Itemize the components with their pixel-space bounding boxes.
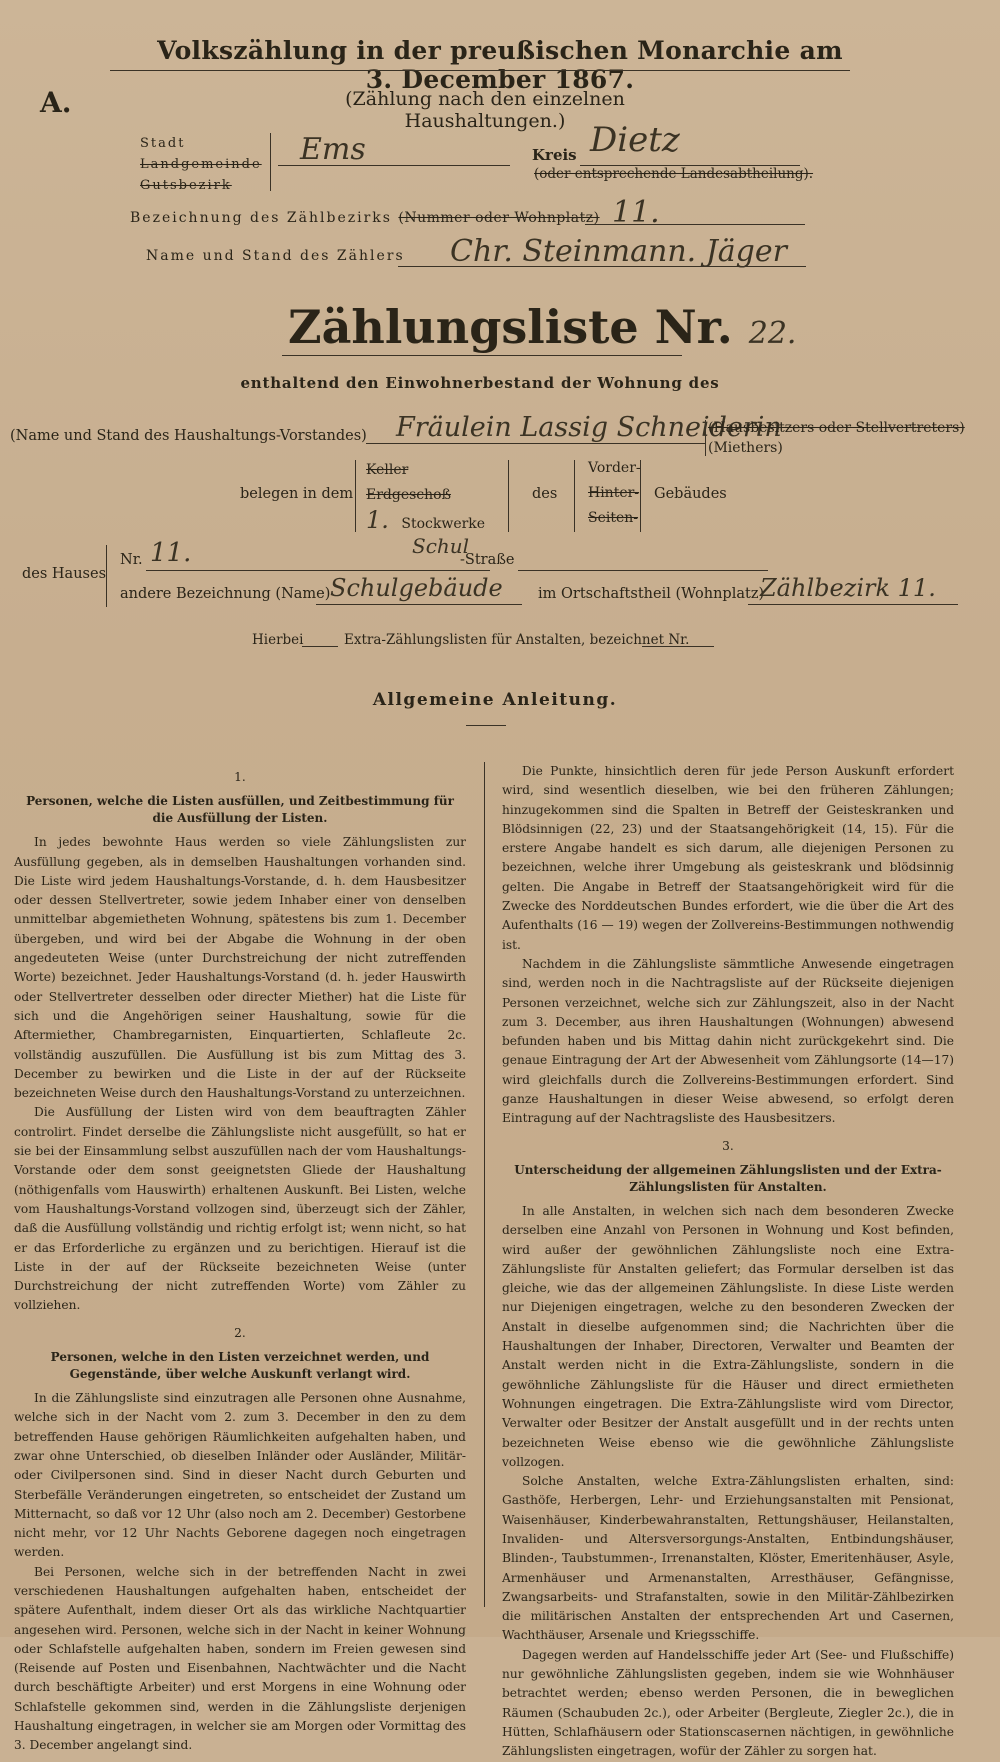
erdgeschoss-label: Erdgeschoß	[366, 487, 451, 503]
district-line	[585, 224, 805, 225]
section-1-title: Personen, welche die Listen ausfüllen, und Zeitbestimmung für die Ausfüllung der Listen.	[26, 794, 454, 826]
counter-value: Chr. Steinmann. Jäger	[450, 234, 787, 269]
instructions-rule	[466, 725, 506, 726]
floor-brace-left	[355, 460, 357, 532]
house-brace	[106, 545, 108, 607]
gutsbezirk-label: Gutsbezirk	[140, 178, 232, 193]
side-brace-left	[574, 460, 576, 532]
side-options	[588, 456, 641, 531]
vorder-label: Vorder-	[588, 460, 641, 476]
list-number: 22.	[748, 316, 797, 351]
kreis-value: Dietz	[590, 120, 680, 160]
stock-label: Stockwerke	[401, 516, 486, 532]
section-3-para-1: In alle Anstalten, in welchen sich nach dem besonderen Zwecke derselben eine Anzahl von Personen in Wohnung und Kost befinden, wird außer der gewöhnlichen Zählungsliste noch eine Extra-Zählungsliste für Anstalten geliefert; das Formular derselben ist das gleiche, wie das der allgemeinen Zählungsliste. In diese Liste werden nur Diejenigen eingetragen, welche zu den besonderen Zwecken der Anstalt in dieselbe aufgenommen sind; die Nachrichten über die Haushaltungen der Inhaber, Directoren, Verwalter und Beamten der Anstalt werden nicht in die Extra-Zählungsliste, sondern in die gewöhnliche Zählungsliste für die Häuser und direct ermietheten Wohnungen eingetragen. Die Extra-Zählungsliste wird vom Director, Verwalter oder Besitzer der Anstalt ausgefüllt und in der rechts unten bezeichneten Weise ebenso wie die gewöhnliche Zählungsliste vollzogen.	[502, 1203, 954, 1469]
household-value: Fräulein Lassig Schneiderin	[396, 412, 782, 443]
role-brace	[705, 420, 707, 456]
side-brace-right	[640, 460, 642, 532]
nr-label: Nr.	[120, 552, 143, 568]
district-row	[130, 210, 600, 226]
hinter-label: Hinter-	[588, 485, 640, 501]
title-underline	[110, 70, 850, 71]
hierbei-label: Hierbei	[252, 632, 304, 648]
counter-label: Name und Stand des Zählers	[146, 248, 405, 264]
extra-line	[642, 646, 714, 647]
floor-brace-right	[508, 460, 510, 532]
list-title: Zählungsliste Nr.	[288, 300, 733, 354]
des-label: des	[532, 486, 558, 502]
gebaeude-label: Gebäudes	[654, 486, 727, 502]
section-1-number: 1.	[234, 770, 246, 784]
section-2-title: Personen, welche in den Listen verzeichnet werden, und Gegenstände, über welche Auskunft verlangt wird.	[50, 1350, 430, 1382]
instructions-title: Allgemeine Anleitung.	[372, 690, 618, 710]
house-label: des Hauses	[22, 566, 107, 582]
street-line	[518, 570, 768, 571]
list-title-underline	[282, 355, 682, 356]
other-line	[316, 604, 522, 605]
stadt-label: Stadt	[140, 136, 186, 151]
counter-line	[398, 266, 806, 267]
belegen-label: belegen in dem	[240, 486, 354, 502]
district-label: Bezeichnung des Zählbezirks	[130, 210, 392, 226]
role-owner-strike: (Hausbesitzers oder Stellvertreters)	[708, 420, 965, 436]
form-subtitle: (Zählung nach den einzelnen Haushaltungen.)	[345, 88, 625, 132]
form-title: Volkszählung in der preußischen Monarchie am 3. December 1867.	[157, 36, 843, 94]
seiten-label: Seiten-	[588, 510, 639, 526]
hierbei-line	[302, 646, 338, 647]
landgemeinde-label: Landgemeinde	[140, 157, 262, 172]
district-label-strike: (Nummer oder Wohnplatz)	[398, 210, 600, 226]
form-letter: A.	[40, 86, 72, 119]
stock-row	[366, 508, 485, 537]
section-2-number: 2.	[234, 1325, 246, 1340]
brace	[264, 133, 271, 191]
section-1-para-1: In jedes bewohnte Haus werden so viele Zählungslisten zur Ausfüllung gegeben, als in demselben Haushaltungen vorhanden sind. Die Liste wird jedem Haushaltungs-Vorstande, d. h. dem Hausbesitzer oder dessen Stellvertreter, sowie jedem Inhaber einer von denselben unmittelbar abgemietheten Wohnung, spätestens bis zum 1. December übergeben, und wird bei der Abgabe die Wohnung in der oben angedeuteten Weise (unter Durchstreichung der nicht zutreffenden Worte) bezeichnet. Jeder Haushaltungs-Vorstand (d. h. jeder Hauswirth oder Stellvertreter desselben oder directer Miether) hat die Liste für sich und die Angehörigen seiner Haushaltung, sowie für die Aftermiether, Chambregarnisten, Einquartierten, Schlafleute 2c. vollständig auszufüllen. Die Ausfüllung ist bis zum Mittag des 3. December zu bewirken und die Liste in der auf der Rückseite bezeichneten Weise durch den Haushaltungs-Vorstand zu unterzeichnen.	[14, 835, 466, 1101]
section-3-para-2: Solche Anstalten, welche Extra-Zählungslisten erhalten, sind: Gasthöfe, Herbergen, Lehr- und Erziehungsanstalten mit Pensionat, Waisenhäuser, Kinderbewahranstalten, Rettungshäuser, Heilanstalten, Invaliden- und Altersversorgungs-Anstalten, Entbindungshäuser, Blinden-, Taubstummen-, Irrenanstalten, Klöster, Emeritenhäuser, Asyle, Armenhäuser und Armenanstalten, Arresthäuser, Gefängnisse, Zwangsarbeits- und Strafanstalten, sowie in den Militär-Zählbezirken die militärischen Anstalten der entsprechenden Art und Casernen, Wachthäuser, Arsenale und Kriegsschiffe.	[502, 1474, 954, 1643]
left-column	[14, 760, 466, 1756]
section-2-para-2: Bei Personen, welche sich in der betreffenden Nacht in zwei verschiedenen Haushaltungen aufgehalten haben, entscheidet der spätere Aufenthalt, indem dieser Ort als das wirkliche Nachtquartier angesehen wird. Personen, welche sich in der Nacht in keiner Wohnung oder Schlafstelle aufgehalten haben, sondern im Freien gewesen sind (Reisende auf Posten und Eisenbahnen, Nachtwächter und die Nacht durch beschäftigte Arbeiter) und erst Morgens in eine Wohnung oder Schlafstelle gekommen sind, werden in die Zählungsliste derjenigen Haushaltung eingetragen, in welcher sie am Morgen oder Vormittag des 3. December angelangt sind.	[14, 1564, 466, 1753]
municipality-type	[140, 133, 262, 196]
section-3-number: 3.	[722, 1138, 734, 1153]
street-value: Schul	[412, 534, 470, 558]
kreis-label: Kreis	[532, 146, 577, 164]
ortsteil-value: Zählbezirk 11.	[760, 574, 936, 602]
district-value: 11.	[612, 195, 660, 230]
section-3-title: Unterscheidung der allgemeinen Zählungslisten und der Extra-Zählungslisten für Anstalten.	[514, 1162, 942, 1194]
nr-line	[146, 570, 490, 571]
list-title-row	[288, 300, 796, 354]
ortsteil-label: im Ortschaftstheil (Wohnplatz)	[538, 586, 765, 602]
household-line	[366, 443, 706, 444]
other-label: andere Bezeichnung (Name)	[120, 586, 331, 602]
right-para-1: Die Punkte, hinsichtlich deren für jede Person Auskunft erfordert wird, sind wesentlich dieselben, wie bei den früheren Zählungen; hinzugekommen sind die Spalten in Betreff der Geisteskranken und Blödsinnigen (22, 23) und der Staatsangehörigkeit (14, 15). Für die erstere Angabe handelt es sich darum, alle diejenigen Personen zu bezeichnen, welche ihrer Umgebung als geisteskrank und blödsinnig gelten. Die Angabe in Betreff der Staatsangehörigkeit wird für die Zwecke des Norddeutschen Bundes erfordert, wie die über die Art des Aufenthalts (16 — 19) wegen der Zollvereins-Bestimmungen nothwendig ist.	[502, 764, 954, 952]
household-label: (Name und Stand des Haushaltungs-Vorstandes)	[10, 428, 367, 444]
ortsteil-line	[748, 604, 958, 605]
household-role	[708, 418, 965, 458]
right-para-2: Nachdem in die Zählungsliste sämmtliche Anwesende eingetragen sind, werden noch in die Nachtragsliste auf der Rückseite diejenigen Personen verzeichnet, welche sich zur Zählungszeit, also in der Nacht zum 3. December, aus ihren Haushaltungen (Wohnungen) abwesend befunden haben und bis Mittag dahin nicht zurückgekehrt sind. Die genaue Eintragung der Art der Abwesenheit vom Zählungsorte (14—17) wird gleichfalls durch die Zollvereins-Bestimmungen erfordert. Sind ganze Haushaltungen in dieser Weise abwesend, so erfolgt deren Eintragung auf der Nachtragsliste des Hausbesitzers.	[502, 956, 954, 1126]
list-subtitle: enthaltend den Einwohnerbestand der Wohnung des	[240, 374, 720, 392]
right-column	[502, 762, 954, 1762]
floor-options	[366, 458, 485, 537]
stock-value: 1.	[366, 506, 389, 534]
kreis-sub: (oder entsprechende Landesabtheilung).	[534, 166, 814, 182]
stadt-value: Ems	[300, 132, 366, 167]
nr-value: 11.	[150, 538, 192, 568]
extra-label: Extra-Zählungslisten für Anstalten, bezeichnet Nr.	[344, 632, 690, 648]
section-1-para-2: Die Ausfüllung der Listen wird von dem beauftragten Zähler controlirt. Findet derselbe die Zählungsliste nicht ausgefüllt, so hat er sie bei der Einsammlung selbst auszufüllen nach der vom Haushaltungs-Vorstande oder dem sonst geeignetsten Gliede der Haushaltung (nöthigenfalls vom Hauswirth) erhaltenen Auskunft. Bei Listen, welche vom Haushaltungs-Vorstand vollzogen sind, überzeugt sich der Zähler, daß die Ausfüllung vollständig und richtig erfolgt ist; wenn nicht, so hat er das Erforderliche zu ergänzen und zu berichtigen. Hierauf ist die Liste in der auf der Rückseite bezeichneten Weise (unter Durchstreichung der nicht zutreffenden Worte) vom Zähler zu vollziehen.	[14, 1105, 466, 1313]
section-3-para-3: Dagegen werden auf Handelsschiffe jeder Art (See- und Flußschiffe) nur gewöhnliche Zählungslisten gegeben, indem sie wie Wohnhäuser betrachtet werden; ebenso werden Personen, die in beweglichen Räumen (Schaubuden 2c.), oder Arbeiter (Bergleute, Ziegler 2c.), die in Hütten, Schlafhäusern oder Stationscasernen nächtigen, in gewöhnliche Zählungslisten eingetragen, wofür der Zähler zu sorgen hat.	[502, 1647, 954, 1759]
section-2-para-1: In die Zählungsliste sind einzutragen alle Personen ohne Ausnahme, welche sich in der Nacht vom 2. zum 3. December in den zu dem betreffenden Hause gehörigen Räumlichkeiten aufgehalten haben, und zwar ohne Unterschied, ob dieselben Inländer oder Ausländer, Militär- oder Civilpersonen sind. Sind in dieser Nacht durch Geburten und Sterbefälle Veränderungen eingetreten, so entscheidet der Zustand um Mitternacht, so daß vor 12 Uhr (also noch am 2. December) Gestorbene nicht mehr, vor 12 Uhr Nachts Geborene dagegen noch eingetragen werden.	[14, 1391, 466, 1560]
other-value: Schulgebäude	[330, 574, 503, 602]
role-tenant: (Miethers)	[708, 440, 783, 456]
keller-label: Keller	[366, 462, 409, 478]
stadt-line	[278, 165, 510, 166]
column-divider	[484, 762, 486, 1607]
street-label: -Straße	[460, 552, 515, 568]
